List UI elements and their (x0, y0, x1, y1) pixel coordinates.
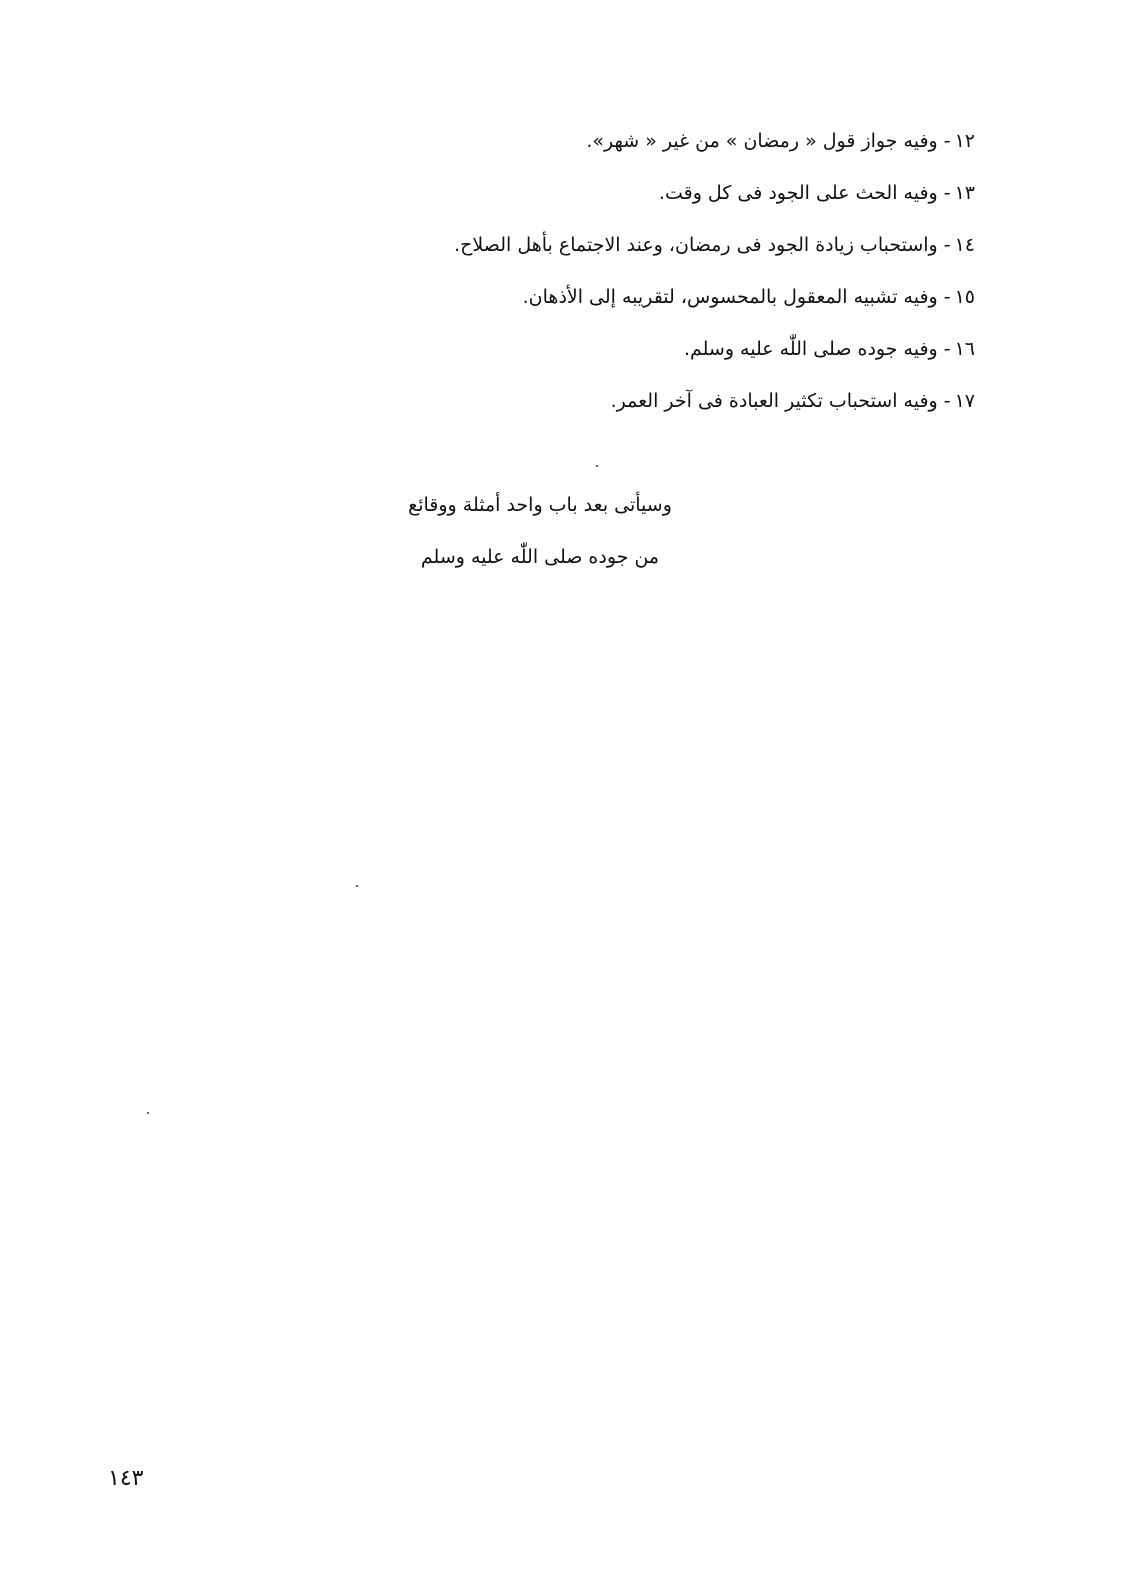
item-dash: - (943, 338, 951, 360)
list-item (355, 226, 975, 278)
item-dash: - (943, 234, 951, 256)
list-item (355, 278, 975, 330)
item-text: واستحباب زيادة الجود فى رمضان، وعند الاجتماع بأهل الصلاح. (454, 234, 938, 256)
item-number: ١٥ (954, 286, 975, 308)
item-dash: - (943, 286, 951, 308)
item-text: وفيه تشبيه المعقول بالمحسوس، لتقريبه إلى الأذهان. (522, 286, 938, 308)
item-dash: - (943, 182, 951, 204)
item-text: وفيه استحباب تكثير العبادة فى آخر العمر. (610, 390, 938, 412)
item-number: ١٢ (954, 130, 975, 152)
item-dash: - (943, 390, 951, 412)
item-text: وفيه الحث على الجود فى كل وقت. (658, 182, 938, 204)
item-number: ١٤ (954, 234, 975, 256)
item-number: ١٦ (954, 338, 975, 360)
closing-line-2: من جوده صلى اللّٰه عليه وسلم (420, 546, 660, 568)
page-number: ١٤٣ (108, 1466, 144, 1491)
list-item (355, 174, 975, 226)
scan-speck (356, 885, 358, 887)
item-dash: - (943, 130, 951, 152)
list-item (355, 122, 975, 174)
item-text: وفيه جوده صلى اللّٰه عليه وسلم. (683, 338, 938, 360)
benefits-list (355, 122, 975, 434)
item-number: ١٣ (954, 182, 975, 204)
closing-note (380, 485, 700, 589)
scan-speck (147, 1112, 149, 1114)
closing-line-1: وسيأتى بعد باب واحد أمثلة ووقائع (408, 494, 672, 516)
item-number: ١٧ (954, 390, 975, 412)
list-item (355, 382, 975, 434)
item-text: وفيه جواز قول « رمضان » من غير « شهر». (586, 130, 938, 152)
scan-speck (596, 465, 598, 467)
list-item (355, 330, 975, 382)
